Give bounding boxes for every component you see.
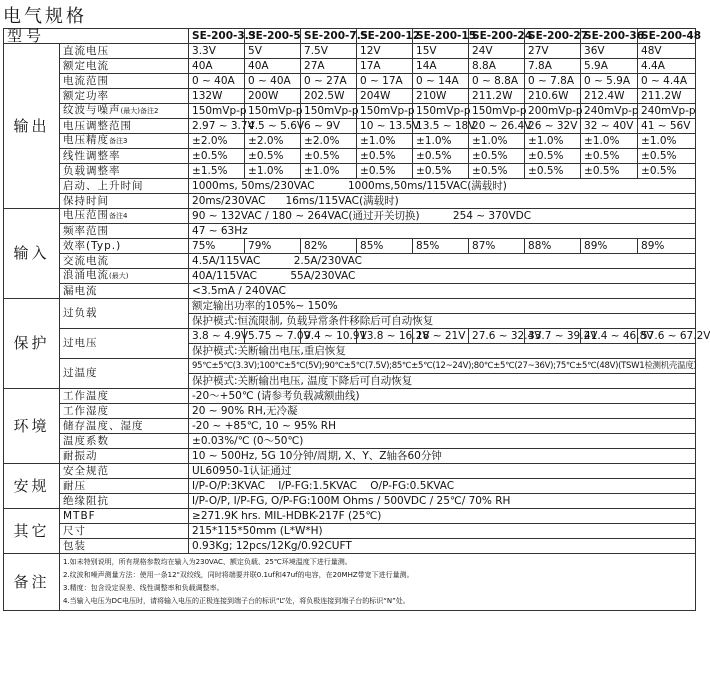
cell-value: ±1.0% bbox=[638, 134, 696, 149]
cell-value: ±2.0% bbox=[245, 134, 301, 149]
row-ac-current bbox=[4, 254, 696, 269]
cell-value: 150mVp-p bbox=[469, 104, 525, 119]
row-label: 过电压 bbox=[60, 329, 189, 359]
cell-value: 15V bbox=[413, 44, 469, 59]
cell-value: 额定输出功率的105%~ 150% bbox=[189, 299, 696, 314]
row-input-voltage bbox=[4, 209, 696, 224]
cell-value: 14A bbox=[413, 59, 469, 74]
cell-value: I/P-O/P:3KVAC I/P-FG:1.5KVAC O/P-FG:0.5KVAC bbox=[189, 479, 696, 494]
cell-value: 20 ~ 90% RH,无冷凝 bbox=[189, 404, 696, 419]
cell-value: ±1.0% bbox=[357, 134, 413, 149]
row-label: 额定电流 bbox=[60, 59, 189, 74]
cell-value: ±1.0% bbox=[525, 134, 581, 149]
row-label: 过温度 bbox=[60, 359, 189, 389]
cell-value: <3.5mA / 240VAC bbox=[189, 284, 696, 299]
row-label: 负载调整率 bbox=[60, 164, 189, 179]
row-label bbox=[60, 269, 189, 284]
row-efficiency bbox=[4, 239, 696, 254]
cell-value: ±0.5% bbox=[413, 164, 469, 179]
cell-value: 0 ~ 14A bbox=[413, 74, 469, 89]
cell-value: ±0.5% bbox=[581, 149, 638, 164]
cell-value: 5V bbox=[245, 44, 301, 59]
model-name: SE-200-15 bbox=[413, 29, 469, 44]
cell-value: 47 ~ 63Hz bbox=[189, 224, 696, 239]
cell-value: 202.5W bbox=[301, 89, 357, 104]
cell-value: 150mVp-p bbox=[189, 104, 245, 119]
cell-value: 215*115*50mm (L*W*H) bbox=[189, 524, 696, 539]
row-label: MTBF bbox=[60, 509, 189, 524]
row-label: 温度系数 bbox=[60, 434, 189, 449]
cell-value: ±2.0% bbox=[189, 134, 245, 149]
cell-value: 27V bbox=[525, 44, 581, 59]
category-notes: 备注 bbox=[4, 554, 60, 611]
row-rated-power bbox=[4, 89, 696, 104]
cell-value: 保护模式:恒流限制, 负载异常条件移除后可自动恢复 bbox=[189, 314, 696, 329]
cell-value: 5.9A bbox=[581, 59, 638, 74]
note-item: 3.精度：包含设定误差、线性调整率和负载调整率。 bbox=[63, 584, 224, 592]
label-text: 纹波与噪声 bbox=[63, 104, 121, 116]
cell-value: 0 ~ 5.9A bbox=[581, 74, 638, 89]
row-label bbox=[60, 209, 189, 224]
row-leakage bbox=[4, 284, 696, 299]
row-label: 保持时间 bbox=[60, 194, 189, 209]
model-name: SE-200-24 bbox=[469, 29, 525, 44]
cell-value: 13.5 ~ 18V bbox=[413, 119, 469, 134]
cell-value: 200mVp-p bbox=[525, 104, 581, 119]
cell-value: 210.6W bbox=[525, 89, 581, 104]
cell-value: 200W bbox=[245, 89, 301, 104]
cell-value: ±0.5% bbox=[357, 164, 413, 179]
note-item: 4.当输入电压为DC电压时，请将输入电压的正极连接到端子台的标识“L”处，将负极连接到端子台的标识“N”处。 bbox=[63, 597, 410, 605]
cell-value: 82% bbox=[301, 239, 357, 254]
cell-value: 85% bbox=[413, 239, 469, 254]
row-line-regulation bbox=[4, 149, 696, 164]
cell-value: 12V bbox=[357, 44, 413, 59]
cell-value: 18 ~ 21V bbox=[413, 329, 469, 344]
cell-value: 6 ~ 9V bbox=[301, 119, 357, 134]
page-title: 电气规格 bbox=[3, 6, 87, 27]
cell-value: ±1.0% bbox=[245, 164, 301, 179]
cell-value: 150mVp-p bbox=[301, 104, 357, 119]
cell-value: 240mVp-p bbox=[638, 104, 696, 119]
cell-value: 0 ~ 7.8A bbox=[525, 74, 581, 89]
row-working-humidity bbox=[4, 404, 696, 419]
cell-value: ±0.5% bbox=[638, 164, 696, 179]
row-notes bbox=[4, 554, 696, 611]
cell-value: 150mVp-p bbox=[245, 104, 301, 119]
row-overvoltage-1 bbox=[4, 329, 696, 344]
cell-value: ±0.5% bbox=[413, 149, 469, 164]
cell-value: 150mVp-p bbox=[357, 104, 413, 119]
cell-value: 26 ~ 32V bbox=[525, 119, 581, 134]
cell-value: 1000ms, 50ms/230VAC 1000ms,50ms/115VAC(满载时) bbox=[189, 179, 696, 194]
cell-value: ±1.0% bbox=[413, 134, 469, 149]
cell-value: 4.5A/115VAC 2.5A/230VAC bbox=[189, 254, 696, 269]
cell-value: 210W bbox=[413, 89, 469, 104]
cell-value: 0 ~ 40A bbox=[245, 74, 301, 89]
cell-value: 10 ~ 500Hz, 5G 10分钟/周期, X、Y、Z轴各60分钟 bbox=[189, 449, 696, 464]
row-label bbox=[60, 134, 189, 149]
row-frequency bbox=[4, 224, 696, 239]
label-text: 浪涌电流 bbox=[63, 269, 109, 281]
cell-value: 保护模式:关断输出电压, 温度下降后可自动恢复 bbox=[189, 374, 696, 389]
model-name: SE-200-5 bbox=[245, 29, 301, 44]
row-label: 交流电流 bbox=[60, 254, 189, 269]
row-temp-coeff bbox=[4, 434, 696, 449]
model-name: SE-200-3.3 bbox=[189, 29, 245, 44]
cell-value: 5.75 ~ 7.0V bbox=[245, 329, 301, 344]
row-label: 耐振动 bbox=[60, 449, 189, 464]
row-label: 工作湿度 bbox=[60, 404, 189, 419]
cell-value: ±0.5% bbox=[638, 149, 696, 164]
row-dc-voltage bbox=[4, 44, 696, 59]
row-label: 储存温度、湿度 bbox=[60, 419, 189, 434]
row-overtemp-1 bbox=[4, 359, 696, 374]
category-output: 输出 bbox=[4, 44, 60, 209]
model-name: SE-200-48 bbox=[638, 29, 696, 44]
cell-value: ±0.5% bbox=[525, 164, 581, 179]
row-label: 电流范围 bbox=[60, 74, 189, 89]
cell-value: 48V bbox=[638, 44, 696, 59]
cell-value: 204W bbox=[357, 89, 413, 104]
cell-value: 41 ~ 56V bbox=[638, 119, 696, 134]
label-text: 电压精度 bbox=[63, 134, 109, 146]
cell-value: ±1.5% bbox=[189, 164, 245, 179]
model-name: SE-200-12 bbox=[357, 29, 413, 44]
row-label: 工作温度 bbox=[60, 389, 189, 404]
cell-value: -20～+50℃ (请参考负载减额曲线) bbox=[189, 389, 696, 404]
row-label: 漏电流 bbox=[60, 284, 189, 299]
cell-value: ≥271.9K hrs. MIL-HDBK-217F (25℃) bbox=[189, 509, 696, 524]
row-label: 安全规范 bbox=[60, 464, 189, 479]
cell-value: 240mVp-p bbox=[581, 104, 638, 119]
cell-value: 40A bbox=[245, 59, 301, 74]
row-ripple-noise bbox=[4, 104, 696, 119]
row-label: 线性调整率 bbox=[60, 149, 189, 164]
row-dimension bbox=[4, 524, 696, 539]
cell-value: ±1.0% bbox=[301, 164, 357, 179]
row-working-temp bbox=[4, 389, 696, 404]
row-hold-up bbox=[4, 194, 696, 209]
cell-value: 85% bbox=[357, 239, 413, 254]
row-current-range bbox=[4, 74, 696, 89]
cell-value: 211.2W bbox=[638, 89, 696, 104]
type-label: 型号 bbox=[4, 29, 189, 44]
model-header-row bbox=[4, 29, 696, 44]
cell-value: 88% bbox=[525, 239, 581, 254]
model-name: SE-200-27 bbox=[525, 29, 581, 44]
cell-value: 36V bbox=[581, 44, 638, 59]
cell-value: 95℃±5℃(3.3V);100℃±5℃(5V);90℃±5℃(7.5V);85℃±5℃(12~24V);80℃±5℃(27~36V);75℃±5℃(48V)(TSW1检测机壳温度) bbox=[189, 359, 696, 374]
row-withstand bbox=[4, 479, 696, 494]
cell-value: ±0.03%/℃ (0～50℃) bbox=[189, 434, 696, 449]
row-setup-rise bbox=[4, 179, 696, 194]
cell-value: 212.4W bbox=[581, 89, 638, 104]
cell-value: 20ms/230VAC 16ms/115VAC(满载时) bbox=[189, 194, 696, 209]
cell-value: 7.8A bbox=[525, 59, 581, 74]
row-packing bbox=[4, 539, 696, 554]
row-label: 电压调整范围 bbox=[60, 119, 189, 134]
cell-value: 9.4 ~ 10.9V bbox=[301, 329, 357, 344]
cell-value: ±0.5% bbox=[469, 149, 525, 164]
cell-value: 0 ~ 27A bbox=[301, 74, 357, 89]
row-label: 过负载 bbox=[60, 299, 189, 329]
cell-value: ±1.0% bbox=[581, 134, 638, 149]
row-load-regulation bbox=[4, 164, 696, 179]
label-note: (最大)备注2 bbox=[120, 107, 159, 115]
row-voltage-adj bbox=[4, 119, 696, 134]
cell-value: 0 ~ 4.4A bbox=[638, 74, 696, 89]
cell-value: 89% bbox=[638, 239, 696, 254]
cell-value: 132W bbox=[189, 89, 245, 104]
cell-value: 2.97 ~ 3.7V bbox=[189, 119, 245, 134]
row-label: 耐压 bbox=[60, 479, 189, 494]
cell-value: 57.6 ~ 67.2V bbox=[638, 329, 696, 344]
model-name: SE-200-36 bbox=[581, 29, 638, 44]
cell-value: 保护模式:关断输出电压,重启恢复 bbox=[189, 344, 696, 359]
category-protection: 保护 bbox=[4, 299, 60, 389]
category-others: 其它 bbox=[4, 509, 60, 554]
cell-value: 0 ~ 17A bbox=[357, 74, 413, 89]
cell-value: ±0.5% bbox=[357, 149, 413, 164]
model-name: SE-200-7.5 bbox=[301, 29, 357, 44]
note-item: 1.如未特别说明，所有规格参数均在输入为230VAC、额定负载、25℃环境温度下进行量测。 bbox=[63, 558, 352, 566]
cell-value: 40A bbox=[189, 59, 245, 74]
cell-value: -20 ~ +85℃, 10 ~ 95% RH bbox=[189, 419, 696, 434]
row-inrush bbox=[4, 269, 696, 284]
row-safety-standards bbox=[4, 464, 696, 479]
row-label: 尺寸 bbox=[60, 524, 189, 539]
category-safety: 安规 bbox=[4, 464, 60, 509]
cell-value: 79% bbox=[245, 239, 301, 254]
row-label: 包装 bbox=[60, 539, 189, 554]
cell-value: 7.5V bbox=[301, 44, 357, 59]
cell-value: I/P-O/P, I/P-FG, O/P-FG:100M Ohms / 500VDC / 25℃/ 70% RH bbox=[189, 494, 696, 509]
cell-value: 3.3V bbox=[189, 44, 245, 59]
cell-value: 150mVp-p bbox=[413, 104, 469, 119]
cell-value: ±0.5% bbox=[469, 164, 525, 179]
cell-value: ±1.0% bbox=[469, 134, 525, 149]
row-overload-1 bbox=[4, 299, 696, 314]
cell-value: UL60950-1认证通过 bbox=[189, 464, 696, 479]
cell-value: 4.5 ~ 5.6V bbox=[245, 119, 301, 134]
row-voltage-tolerance bbox=[4, 134, 696, 149]
cell-value: 33.7 ~ 39.2V bbox=[525, 329, 581, 344]
cell-value: 87% bbox=[469, 239, 525, 254]
cell-value: 89% bbox=[581, 239, 638, 254]
cell-value: ±0.5% bbox=[301, 149, 357, 164]
cell-value: ±0.5% bbox=[581, 164, 638, 179]
cell-value: 40A/115VAC 55A/230VAC bbox=[189, 269, 696, 284]
row-label: 绝缘阻抗 bbox=[60, 494, 189, 509]
row-storage bbox=[4, 419, 696, 434]
row-isolation bbox=[4, 494, 696, 509]
cell-value: 32 ~ 40V bbox=[581, 119, 638, 134]
cell-value: 8.8A bbox=[469, 59, 525, 74]
cell-value: 0.93Kg; 12pcs/12Kg/0.92CUFT bbox=[189, 539, 696, 554]
cell-value: ±0.5% bbox=[189, 149, 245, 164]
cell-value: 90 ~ 132VAC / 180 ~ 264VAC(通过开关切换) 254 ~ 370VDC bbox=[189, 209, 696, 224]
row-label: 效率(Typ.) bbox=[60, 239, 189, 254]
cell-value: 0 ~ 40A bbox=[189, 74, 245, 89]
cell-value: 10 ~ 13.5V bbox=[357, 119, 413, 134]
label-note: 备注4 bbox=[109, 212, 128, 220]
cell-value: 41.4 ~ 46.8V bbox=[581, 329, 638, 344]
cell-value: 4.4A bbox=[638, 59, 696, 74]
spec-table bbox=[3, 26, 710, 611]
cell-value: ±2.0% bbox=[301, 134, 357, 149]
cell-value: 75% bbox=[189, 239, 245, 254]
cell-value: 211.2W bbox=[469, 89, 525, 104]
cell-value: 20 ~ 26.4V bbox=[469, 119, 525, 134]
row-label: 直流电压 bbox=[60, 44, 189, 59]
notes-block bbox=[60, 554, 696, 611]
cell-value: 0 ~ 8.8A bbox=[469, 74, 525, 89]
category-input: 输入 bbox=[4, 209, 60, 299]
cell-value: 27A bbox=[301, 59, 357, 74]
label-text: 电压范围 bbox=[63, 209, 109, 221]
cell-value: 17A bbox=[357, 59, 413, 74]
row-label: 启动、上升时间 bbox=[60, 179, 189, 194]
row-label: 频率范围 bbox=[60, 224, 189, 239]
row-rated-current bbox=[4, 59, 696, 74]
note-item: 2.纹波和噪声测量方法：使用一条12"双绞线，同时将端要并联0.1uf和47uf的电容，在20MHZ带宽下进行量测。 bbox=[63, 571, 414, 579]
cell-value: 24V bbox=[469, 44, 525, 59]
label-note: (最大) bbox=[109, 272, 129, 280]
label-note: 备注3 bbox=[109, 137, 128, 145]
cell-value: 3.8 ~ 4.9V bbox=[189, 329, 245, 344]
row-label: 额定功率 bbox=[60, 89, 189, 104]
category-environment: 环境 bbox=[4, 389, 60, 464]
cell-value: ±0.5% bbox=[525, 149, 581, 164]
cell-value: 13.8 ~ 16.2V bbox=[357, 329, 413, 344]
row-label bbox=[60, 104, 189, 119]
cell-value: 27.6 ~ 32.4V bbox=[469, 329, 525, 344]
row-vibration bbox=[4, 449, 696, 464]
cell-value: ±0.5% bbox=[245, 149, 301, 164]
row-mtbf bbox=[4, 509, 696, 524]
